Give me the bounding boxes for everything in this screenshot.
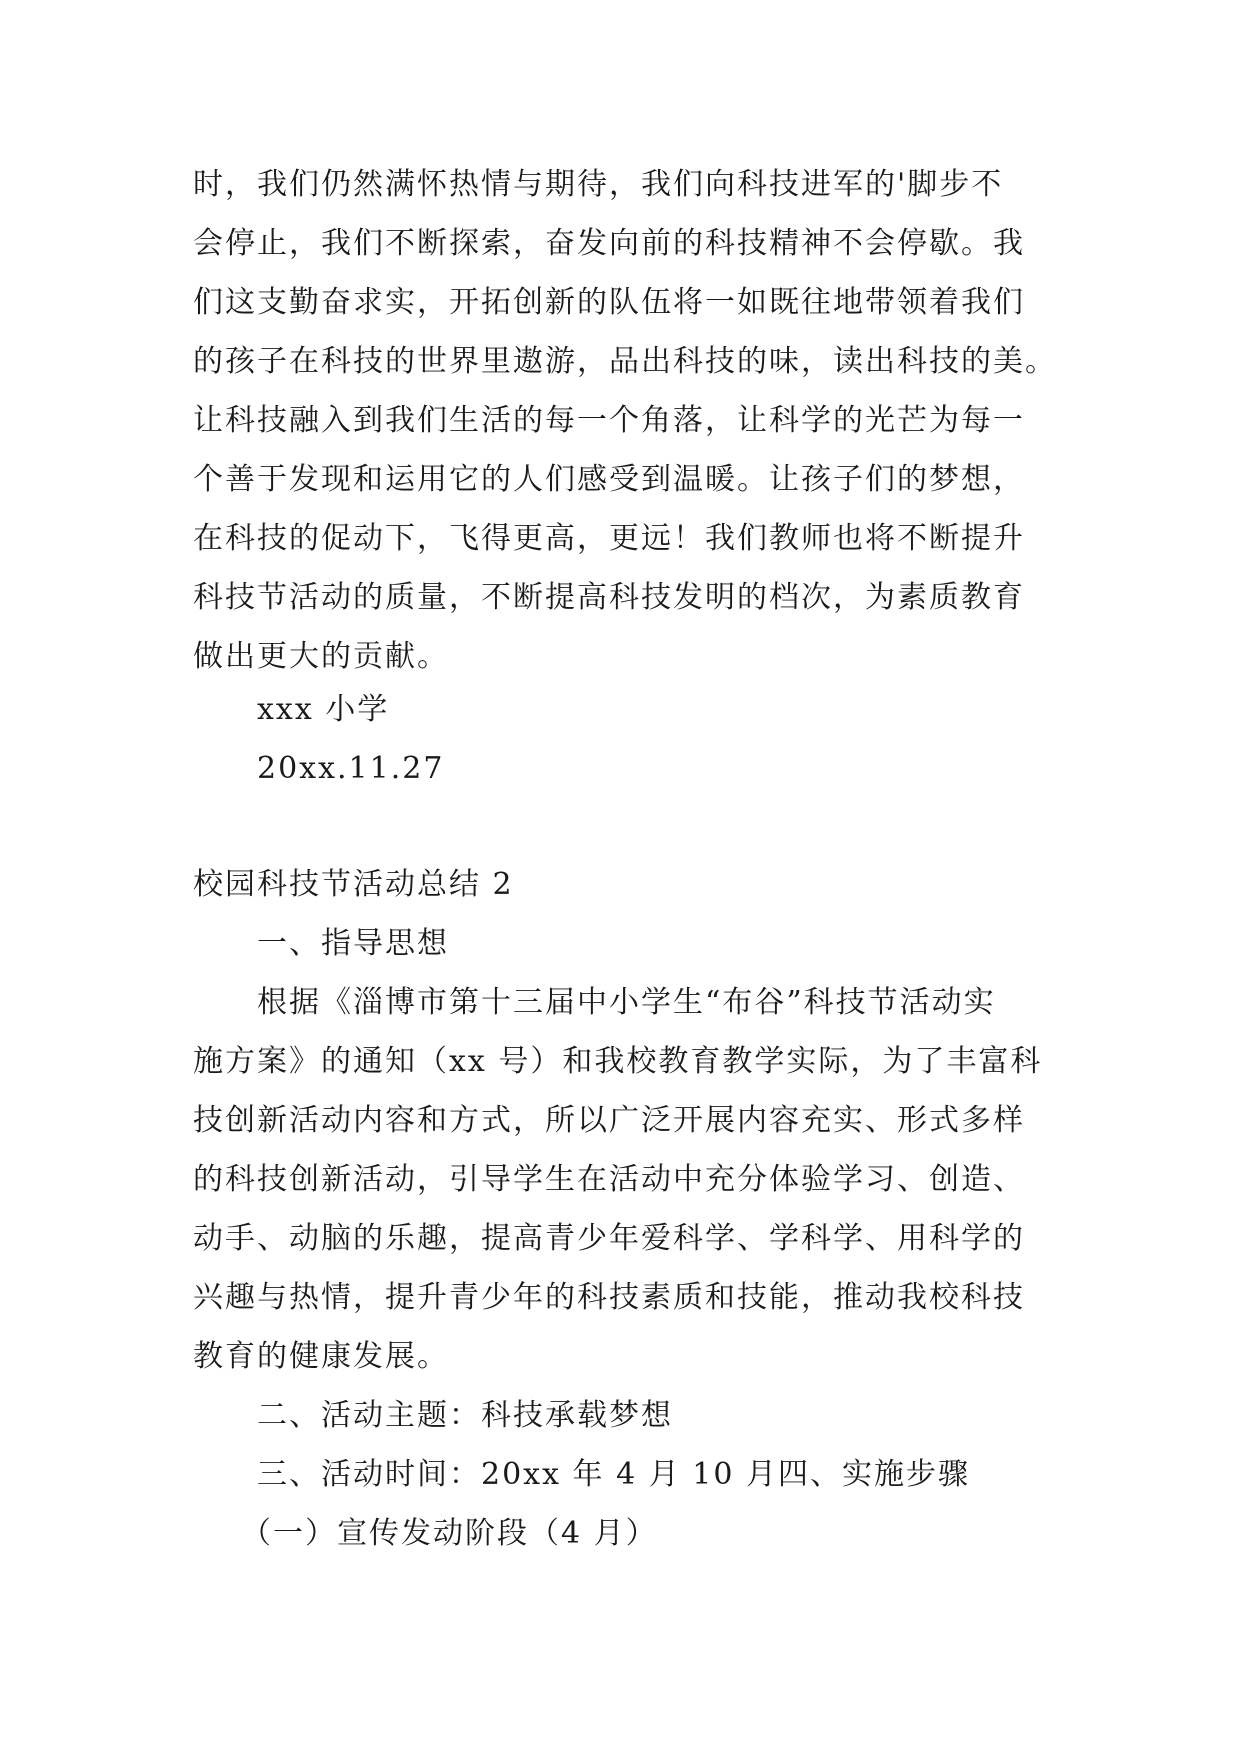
paragraph-line: 们这支勤奋求实，开拓创新的队伍将一如既往地带领着我们 [193,285,1025,320]
heading-activity-theme: 二、活动主题：科技承载梦想 [257,1398,673,1433]
paragraph-line: 技创新活动内容和方式，所以广泛开展内容充实、形式多样 [193,1103,1025,1138]
paragraph-line: 教育的健康发展。 [193,1339,449,1374]
paragraph-line: 在科技的促动下，飞得更高，更远！我们教师也将不断提升 [193,521,1025,556]
paragraph-line: 兴趣与热情，提升青少年的科技素质和技能，推动我校科技 [193,1280,1025,1315]
paragraph-line: 做出更大的贡献。 [193,639,449,674]
paragraph-line: 让科技融入到我们生活的每一个角落，让科学的光芒为每一 [193,403,1025,438]
paragraph-line: 时，我们仍然满怀热情与期待，我们向科技进军的'脚步不 [193,167,1004,202]
heading-publicity-stage: （一）宣传发动阶段（4 月） [241,1516,658,1551]
paragraph-line: 科技节活动的质量，不断提高科技发明的档次，为素质教育 [193,580,1025,615]
signature-date: 20xx.11.27 [257,751,445,786]
heading-activity-time: 三、活动时间：20xx 年 4 月 10 月四、实施步骤 [257,1457,970,1492]
paragraph-line: 的孩子在科技的世界里遨游，品出科技的味，读出科技的美。 [193,344,1057,379]
paragraph-line: 会停止，我们不断探索，奋发向前的科技精神不会停歇。我 [193,226,1025,261]
signature-block [193,680,1093,798]
paragraph-line: 根据《淄博市第十三届中小学生“布谷”科技节活动实 [257,985,996,1020]
paragraph-line: 施方案》的通知（xx 号）和我校教育教学实际，为了丰富科 [193,1044,1043,1079]
paragraph-line: 动手、动脑的乐趣，提高青少年爱科学、学科学、用科学的 [193,1221,1025,1256]
signature-school: xxx 小学 [257,692,390,727]
continuation-paragraph [193,155,1093,686]
section-title: 校园科技节活动总结 2 [193,867,514,902]
paragraph-line: 个善于发现和运用它的人们感受到温暖。让孩子们的梦想， [193,462,1025,497]
heading-guiding-ideology: 一、指导思想 [257,926,449,961]
section-2 [193,855,1093,1563]
paragraph-line: 的科技创新活动，引导学生在活动中充分体验学习、创造、 [193,1162,1025,1197]
